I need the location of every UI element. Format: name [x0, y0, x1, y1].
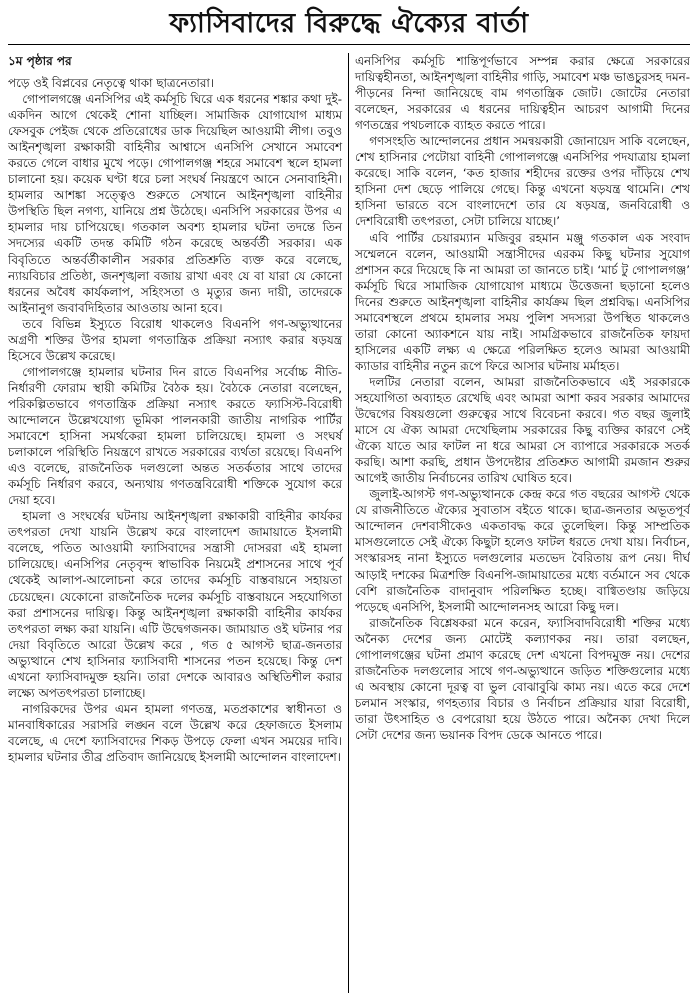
paragraph: দলটির নেতারা বলেন, আমরা রাজনৈতিকভাবে এই সরকারকে সহযোগিতা অব্যাহত রেখেছি এবং আমরা আশা করব সরকার আমাদের উদ্বেগের বিষয়গুলো গুরুত্বের সাথে বিবেচনা করবে। গত বছর জুলাই মাসে যে ঐক্য আমরা দেখেছিলাম সরকারের কিছু ব্যক্তির কারণে সেই ঐক্যে যাতে আর ফাটল না ধরে আমরা সে ব্যাপারে সরকারকে সতর্ক করছি। আশা করছি, প্রধান উপদেষ্টার প্রতিশ্রুত আগামী রমজান শুরুর আগেই জাতীয় নির্বাচনের তারিখ ঘোষিত হবে। [355, 374, 690, 486]
paragraph: গোপালগঞ্জে এনসিপির এই কর্মসূচি ঘিরে এক ধরনের শঙ্কার কথা দুই-একদিন আগে থেকেই শোনা যাচ্ছিল। সামাজিক যোগাযোগ মাধ্যম ফেসবুক পেইজ থেকে প্রতিরোধের ডাক দিয়েছিল আওয়ামী লীগ। তবুও আইনশৃঙ্খলা রক্ষাকারী বাহিনীর আশ্বাসে এনসিপি সেখানে সমাবেশ করতে গেলে বাধার মুখে পড়ে। গোপালগঞ্জ শহরে সমাবেশ স্থলে হামলা চালানো হয়। কয়েক ঘণ্টা ধরে চলা সংঘর্ষ নিয়ন্ত্রণে আনে সেনাবাহিনী। হামলার আশঙ্কা সত্ত্বেও শুরুতে সেখানে আইনশৃঙ্খলা বাহিনীর উপস্থিতি ছিল নগণ্য, যানিয়ে প্রশ্ন উঠেছে। এনসিপি সরকারের উপর এ হামলার দায় চাপিয়েছে। গতকাল অবশ্য হামলার ঘটনা তদন্তে তিন সদস্যের একটি তদন্ত কমিটি গঠন করেছে অন্তর্বর্তী সরকার। এক বিবৃতিতে অন্তর্বর্তীকালীন সরকার প্রতিশ্রুতি ব্যক্ত করে বলেছে, ন্যায়বিচার প্রতিষ্ঠা, জনশৃঙ্খলা বজায় রাখা এবং যে বা যারা যে কোনো ধরনের অবৈধ কার্যকলাপ, সহিংসতা ও মৃত্যুর জন্য দায়ী, তাদেরকে আইনানুগ জবাবদিহিতার আওতায় আনা হবে। [8, 92, 342, 315]
paragraph: এবি পার্টির চেয়ারম্যান মজিবুর রহমান মঞ্জু গতকাল এক সংবাদ সম্মেলনে বলেন, আওয়ামী সন্ত্রাসীদের এরকম কিছু ঘটনার সুযোগ প্রশাসন করে দিয়েছে কি না আমরা তা জানতে চাই। ‘মার্চ টু গোপালগঞ্জ’ কর্মসূচি ঘিরে সামাজিক যোগাযোগ মাধ্যমে উত্তেজনা ছড়ানো হলেও দিনের শুরুতে আইনশৃঙ্খলা বাহিনীর কার্যক্রম ছিল প্রশ্নবিদ্ধ। এনসিপির সমাবেশস্থলে প্রথমে হামলার সময় পুলিশ সদস্যরা উপস্থিত থাকলেও তারা কোনো অ্যাকশনে যায় নাই। সামগ্রিকভাবে রাজনৈতিক ফায়দা হাসিলের একটি লক্ষ্য এ ক্ষেত্রে পরিলক্ষিত হলেও আমরা আওয়ামী ক্যাডার বাহিনীর নতুন রূপে ফিরে আসার ঘটনায় মর্মাহত। [355, 230, 690, 373]
paragraph: রাজনৈতিক বিশ্লেষকরা মনে করেন, ফ্যাসিবাদবিরোধী শক্তির মধ্যে অনৈক্য দেশের জন্য মোটেই কল্যাণকর নয়। তারা বলছেন, গোপালগঞ্জের ঘটনা প্রমাণ করেছে দেশ এখনো বিপদমুক্ত নয়। দেশের রাজনৈতিক দলগুলোর সাথে গণ-অভ্যুত্থানে জড়িত শক্তিগুলোর মধ্যে এ অবস্থায় কোনো দূরত্ব বা ভুল বোঝাবুঝি কাম্য নয়। এতে করে দেশে চলমান সংস্কার, গণহত্যার বিচার ও নির্বাচন প্রক্রিয়ার যারা বিরোধী, তারা উৎসাহিত ও বেপরোয়া হয়ে উঠতে পারে। অনৈক্য দেখা দিলে সেটা দেশের জন্য ভয়ানক বিপদ ডেকে আনতে পারে। [355, 615, 690, 742]
left-column [8, 53, 349, 993]
paragraph: হামলা ও সংঘর্ষের ঘটনায় আইনশৃঙ্খলা রক্ষাকারী বাহিনীর কার্যকর তৎপরতা দেখা যায়নি উল্লেখ করে বাংলাদেশ জামায়াতে ইসলামী বলেছে, পতিত আওয়ামী ফ্যাসিবাদের সন্ত্রাসী দোসররা এই হামলা চালিয়েছে। এনসিপির নেতৃবৃন্দ স্বাভাবিক নিয়মেই প্রশাসনের সাথে পূর্ব থেকেই আলাপ-আলোচনা করে তাদের কর্মসূচি বাস্তবায়নে সহায়তা চেয়েছেন। যেকোনো রাজনৈতিক দলের কর্মসূচি বাস্তবায়নে সহযোগিতা করা প্রশাসনের দায়িত্ব। কিন্তু আইনশৃঙ্খলা রক্ষাকারী বাহিনীর কার্যকর তৎপরতা লক্ষ্য করা যায়নি। এটি উদ্বেগজনক। জামায়াত ওই ঘটনার পর দেয়া বিবৃতিতে আরো উল্লেখ করে , গত ৫ আগস্ট ছাত্র-জনতার অভ্যুত্থানে শেখ হাসিনার ফ্যাসিবাদী শাসনের পতন হয়েছে। কিন্তু দেশ এখনো ফ্যাসিবাদমুক্ত হয়নি। তারা দেশকে আবারও অস্থিতিশীল করার লক্ষ্যে অপতৎপরতা চালাচ্ছে। [8, 509, 342, 700]
paragraph: জুলাই-আগস্ট গণ-অভ্যুত্থানকে কেন্দ্র করে গত বছরের আগস্ট থেকে যে রাজনীতিতে ঐক্যের সুবাতাস বইতে থাকে। ছাত্র-জনতার অভূতপূর্ব আন্দোলন দেশবাসীকেও একতাবদ্ধ করে তুলেছিল। কিন্তু সাম্প্রতিক মাসগুলোতে সেই ঐক্যে কিছুটা হলেও ফাটল ধরতে দেখা যায়। নির্বাচন, সংস্কারসহ নানা ইস্যুতে দলগুলোর মতভেদ বৈরিতায় রূপ নেয়। দীর্ঘ আড়াই দশকের মিত্রশক্তি বিএনপি-জামায়াতের মধ্যে বর্তমানে সব থেকে বেশি রাজনৈতিক বাদানুবাদ পরিলক্ষিত হচ্ছে। বাগ্বিতণ্ডায় জড়িয়ে পড়েছে এনসিপি, ইসলামী আন্দোলনসহ আরো কিছু দল। [355, 487, 690, 614]
paragraph: এনসিপির কর্মসূচি শান্তিপূর্ণভাবে সম্পন্ন করার ক্ষেত্রে সরকারের দায়িত্বহীনতা, আইনশৃঙ্খলা বাহিনীর গাড়ি, সমাবেশ মঞ্চ ভাঙচুরসহ দমন-পীড়নের নিন্দা জানিয়েছে বাম গণতান্ত্রিক জোট। জোটের নেতারা বলেছেন, সরকারের এ ধরনের দায়িত্বহীন আচরণ আগামী দিনের গণতন্ত্রের পথচলাকে ব্যাহত করতে পারে। [355, 54, 690, 133]
paragraph: গোপালগঞ্জে হামলার ঘটনার দিন রাতে বিএনপির সর্বোচ্চ নীতি-নির্ধারণী ফোরাম স্থায়ী কমিটির বৈঠক হয়। বৈঠকে নেতারা বলেছেন, পরিকল্পিতভাবে গণতান্ত্রিক প্রক্রিয়া নস্যাৎ করতে ফ্যাসিস্ট-বিরোধী আন্দোলনে উল্লেখযোগ্য ভূমিকা পালনকারী জাতীয় নাগরিক পার্টির সমাবেশে হাসিনা সমর্থকেরা হামলা চালিয়েছে। হামলা ও সংঘর্ষ চলাকালে পরিস্থিতি নিয়ন্ত্রণে রাখতে সরকারের ব্যর্থতা রয়েছে। বিএনপি এও বলেছে, রাজনৈতিক দলগুলো অন্তত সতর্কতার সাথে তাদের কর্মসূচি নির্ধারণ করবে, অন্যথায় গণতন্ত্রবিরোধী শক্তিকে সুযোগ করে দেয়া হবে। [8, 364, 342, 508]
paragraph: পড়ে ওই বিপ্লবের নেতৃত্বে থাকা ছাত্রনেতারা। [8, 76, 215, 90]
right-column [349, 53, 690, 993]
paragraph: নাগরিকদের উপর এমন হামলা গণতন্ত্র, মতপ্রকাশের স্বাধীনতা ও মানবাধিকারের সরাসরি লঙ্ঘন বলে উল্লেখ করে হেফাজতে ইসলাম বলেছে, এ দেশে ফ্যাসিবাদের শিকড় উপড়ে ফেলা এখন সময়ের দাবি। হামলার ঘটনার তীব্র প্রতিবাদ জানিয়েছে ইসলামী আন্দোলন বাংলাদেশ। [8, 701, 342, 764]
paragraph: গণসংহতি আন্দোলনের প্রধান সমন্বয়কারী জোনায়েদ সাকি বলেছেন, শেখ হাসিনার পেটোয়া বাহিনী গোপালগঞ্জে এনসিপির পদযাত্রায় হামলা করেছে। সাকি বলেন, ‘কত হাজার শহীদের রক্তের ওপর দাঁড়িয়ে শেখ হাসিনা দেশ ছেড়ে পালিয়ে গেছে। কিন্তু এখনো ষড়যন্ত্র থামেনি। শেখ হাসিনা ভারতে বসে বাংলাদেশে তার যে ষড়যন্ত্র, জনবিরোধী ও দেশবিরোধী তৎপরতা, সেটা চালিয়ে যাচ্ছে।’ [355, 134, 690, 229]
article-body [8, 53, 690, 993]
headline: ফ্যাসিবাদের বিরুদ্ধে ঐক্যের বার্তা [8, 6, 690, 45]
paragraph: তবে বিভিন্ন ইস্যুতে বিরোধ থাকলেও বিএনপি গণ-অভ্যুত্থানের অগ্রণী শক্তির উপর হামলা গণতান্ত্রিক প্রক্রিয়া নস্যাৎ করার ষড়যন্ত্র হিসেবে উল্লেখ করেছে। [8, 316, 342, 363]
continuation-kicker: ১ম পৃষ্ঠার পর [8, 54, 72, 68]
